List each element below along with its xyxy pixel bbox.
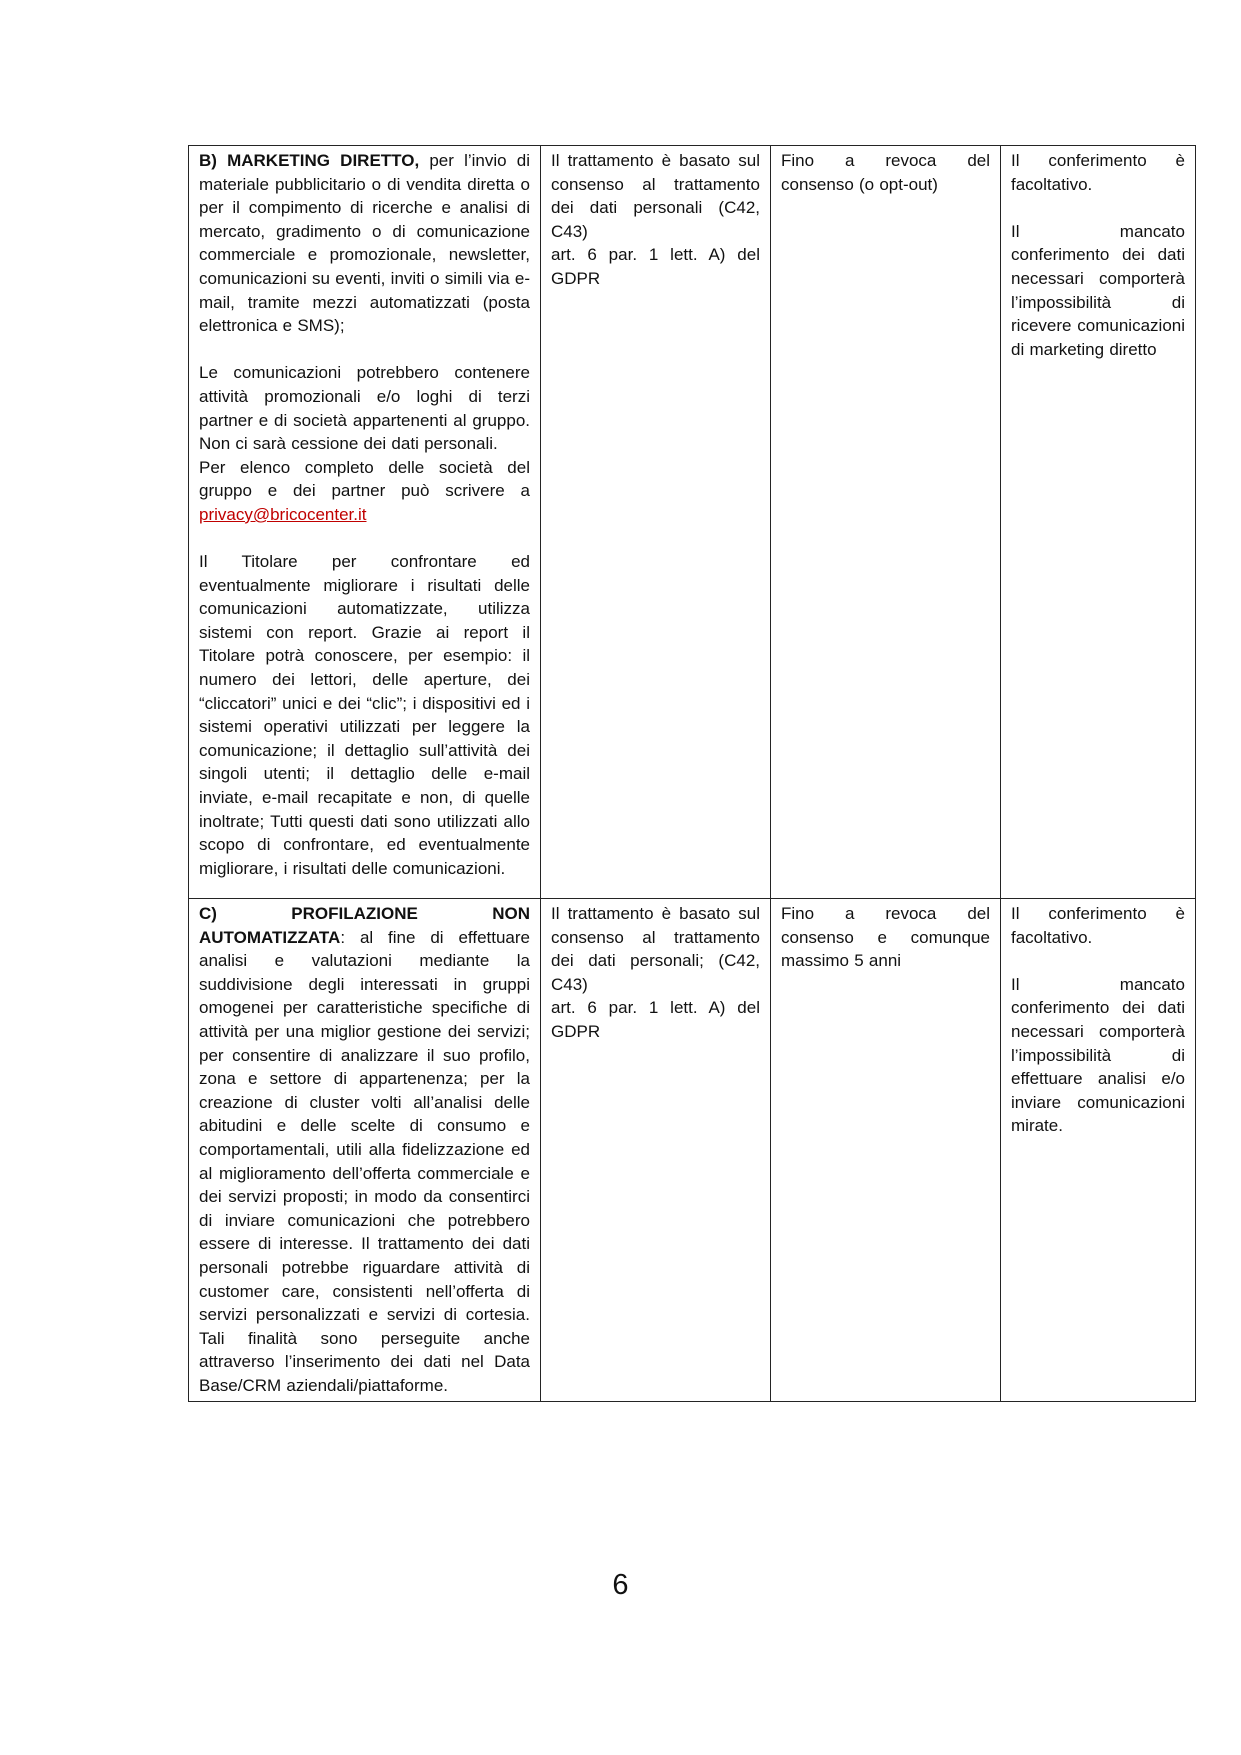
cell-b-legal-basis: [541, 146, 771, 899]
privacy-email-link[interactable]: privacy@bricocenter.it: [199, 504, 367, 524]
purpose-c-paragraph: [199, 902, 530, 1397]
privacy-processing-table: [188, 145, 1196, 1402]
purpose-b-contact-paragraph: [199, 456, 530, 527]
purpose-b-heading-rest: per l’invio di materiale pubblicitario o di vendita diretta o per il compimento di ricerche e analisi di mercato, gradimento o di comunicazione commerciale e promozionale, newsletter, comunicazioni su eventi, inviti o simili via e-mail, tramite mezzi automatizzati (posta elettronica e SMS);: [199, 151, 530, 336]
provision-b-para1: Il conferimento è facoltativo.: [1011, 151, 1185, 194]
cell-c-legal-basis: [541, 899, 771, 1402]
purpose-b-contact-text: Per elenco completo delle società del gruppo e dei partner può scrivere a: [199, 457, 530, 501]
legal-basis-b-line1: Il trattamento è basato sul consenso al trattamento dei dati personali (C42, C43): [551, 151, 760, 241]
blank-line: [1011, 196, 1185, 220]
cell-b-purpose: [189, 146, 541, 899]
legal-basis-c-line1: Il trattamento è basato sul consenso al trattamento dei dati personali; (C42, C43): [551, 904, 760, 994]
purpose-b-heading-paragraph: [199, 149, 530, 338]
table-row-marketing-diretto: [189, 146, 1196, 899]
provision-b-para2: Il mancato conferimento dei dati necessari comporterà l’impossibilità di ricevere comunicazioni di marketing diretto: [1011, 221, 1185, 359]
table-row-profilazione: [189, 899, 1196, 1402]
purpose-b-partners-paragraph: Le comunicazioni potrebbero contenere attività promozionali e/o loghi di terzi partner e di società appartenenti al gruppo. Non ci sarà cessione dei dati personali.: [199, 363, 530, 454]
blank-line: [199, 527, 530, 551]
blank-line: [1011, 949, 1185, 973]
cell-b-retention: [771, 146, 1001, 899]
legal-basis-b-line2: art. 6 par. 1 lett. A) del GDPR: [551, 245, 760, 288]
retention-c-text: Fino a revoca del consenso e comunque massimo 5 anni: [781, 904, 990, 971]
provision-c-para1: Il conferimento è facoltativo.: [1011, 904, 1185, 947]
purpose-c-heading-rest: : al fine di effettuare analisi e valutazioni mediante la suddivisione degli interessati in gruppi omogenei per caratteristiche specifiche di attività per una miglior gestione dei servizi; per consentire di analizzare il suo profilo, zona e settore di appartenenza; per la creazione di cluster volti all’analisi delle abitudini e delle scelte di consumo e comportamentali, utili alla fidelizzazione ed al miglioramento dell’offerta commerciale e dei servizi proposti; in modo da consentirci di inviare comunicazioni che potrebbero essere di interesse. Il trattamento dei dati personali potrebbe riguardare attività di customer care, consistenti nell’offerta di servizi personalizzati e servizi di cortesia. Tali finalità sono perseguite anche attraverso l’inserimento dei dati nel Data Base/CRM aziendali/piattaforme.: [199, 927, 530, 1395]
retention-b-text: Fino a revoca del consenso (o opt-out): [781, 151, 990, 194]
cell-c-retention: [771, 899, 1001, 1402]
cell-c-provision: [1001, 899, 1196, 1402]
cell-c-purpose: [189, 899, 541, 1402]
purpose-b-heading-bold: B) MARKETING DIRETTO,: [199, 151, 420, 170]
legal-basis-c-line2: art. 6 par. 1 lett. A) del GDPR: [551, 998, 760, 1041]
page-number: 6: [612, 1569, 629, 1601]
purpose-b-reports-paragraph: Il Titolare per confrontare ed eventualmente migliorare i risultati delle comunicazioni automatizzate, utilizza sistemi con report. Grazie ai report il Titolare potrà conoscere, per esempio: il numero dei lettori, delle aperture, dei “cliccatori” unici e dei “clic”; i dispositivi ed i sistemi operativi utilizzati per leggere la comunicazione; il dettaglio sull’attività dei singoli utenti; il dettaglio delle e-mail inviate, e-mail recapitate e non, di quelle inoltrate; Tutti questi dati sono utilizzati allo scopo di confrontare, ed eventualmente migliorare, i risultati delle comunicazioni.: [199, 552, 530, 878]
purpose-c-heading-bold: C) PROFILAZIONE NON AUTOMATIZZATA: [199, 904, 530, 947]
cell-b-provision: [1001, 146, 1196, 899]
blank-line: [199, 338, 530, 362]
provision-c-para2: Il mancato conferimento dei dati necessari comporterà l’impossibilità di effettuare analisi e/o inviare comunicazioni mirate.: [1011, 974, 1185, 1136]
